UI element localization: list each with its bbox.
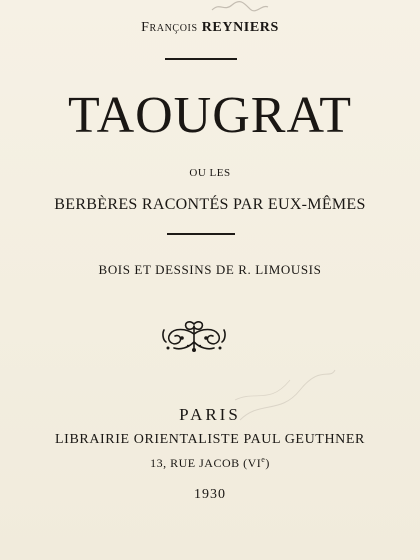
rule-top bbox=[165, 58, 237, 60]
imprint-address-main: 13, RUE JACOB (VI bbox=[150, 456, 262, 470]
imprint-year: 1930 bbox=[194, 487, 226, 502]
imprint-publisher: LIBRAIRIE ORIENTALISTE PAUL GEUTHNER bbox=[55, 432, 365, 447]
author-first-name: François bbox=[141, 20, 198, 35]
imprint-address-superscript: e bbox=[261, 455, 266, 464]
book-title: TAOUGRAT bbox=[67, 87, 353, 144]
imprint-address-close: ) bbox=[265, 456, 270, 470]
floral-ornament-icon bbox=[160, 318, 228, 354]
illustrations-credit: BOIS ET DESSINS DE R. LIMOUSIS bbox=[98, 262, 322, 277]
subtitle-connector: OU LES bbox=[189, 167, 231, 179]
author-name bbox=[0, 20, 420, 36]
imprint-address bbox=[0, 455, 420, 471]
author-last-name: REYNIERS bbox=[201, 20, 279, 35]
imprint-city: PARIS bbox=[179, 405, 241, 424]
rule-middle bbox=[167, 233, 235, 235]
pencil-annotation bbox=[210, 0, 270, 14]
book-subtitle: BERBÈRES RACONTÉS PAR EUX-MÊMES bbox=[54, 196, 366, 213]
